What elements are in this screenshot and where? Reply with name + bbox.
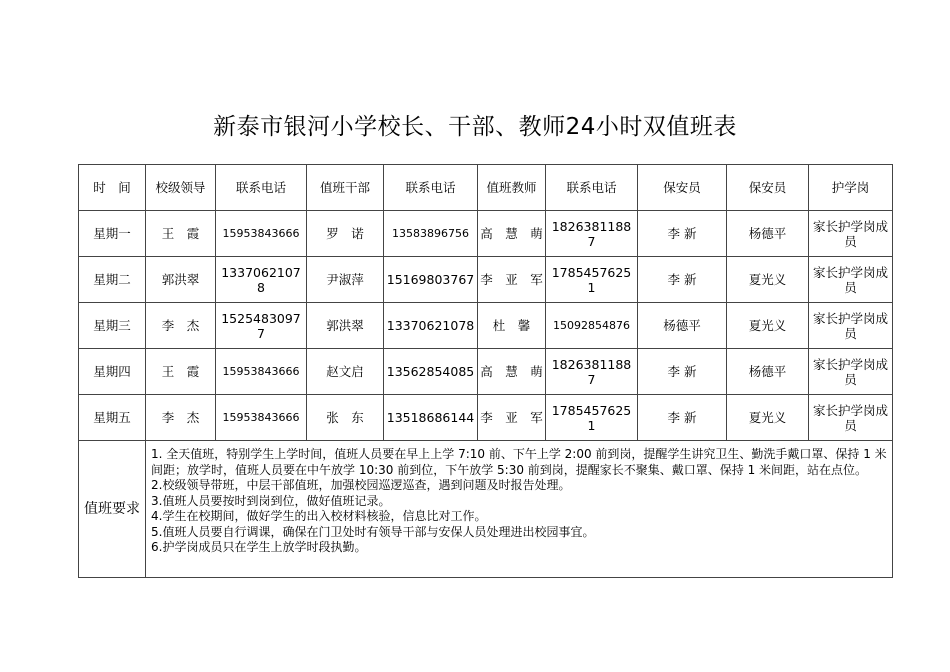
cell-phone: 13518686144 xyxy=(384,395,478,441)
cell-school-leader: 李 杰 xyxy=(146,395,216,441)
cell-security-guard: 李 新 xyxy=(638,257,727,303)
page-title: 新泰市银河小学校长、干部、教师24小时双值班表 xyxy=(213,114,737,140)
note-item: 2.校级领导带班，中层干部值班，加强校园巡逻巡查，遇到问题及时报告处理。 xyxy=(151,478,571,492)
header-duty-teacher: 值班教师 xyxy=(478,165,546,211)
cell-day: 星期五 xyxy=(79,395,146,441)
cell-phone: 15953843666 xyxy=(216,349,307,395)
cell-crossing-guard: 家长护学岗成员 xyxy=(809,211,893,257)
cell-duty-teacher: 高 慧 萌 xyxy=(478,349,546,395)
table-row xyxy=(79,349,893,395)
cell-duty-teacher: 杜 馨 xyxy=(478,303,546,349)
cell-phone: 13370621078 xyxy=(216,257,307,303)
header-security-guard: 保安员 xyxy=(727,165,809,211)
cell-day: 星期四 xyxy=(79,349,146,395)
cell-security-guard: 夏光义 xyxy=(727,395,809,441)
note-item: 4.学生在校期间，做好学生的出入校材料核验，信息比对工作。 xyxy=(151,509,487,523)
table-row xyxy=(79,303,893,349)
cell-phone: 15169803767 xyxy=(384,257,478,303)
cell-duty-teacher: 高 慧 萌 xyxy=(478,211,546,257)
cell-day: 星期一 xyxy=(79,211,146,257)
table-header-row xyxy=(79,165,893,211)
cell-day: 星期三 xyxy=(79,303,146,349)
cell-crossing-guard: 家长护学岗成员 xyxy=(809,349,893,395)
note-item: 3.值班人员要按时到岗到位，做好值班记录。 xyxy=(151,493,391,508)
duty-schedule-table xyxy=(78,164,893,578)
header-school-leader: 校级领导 xyxy=(146,165,216,211)
cell-phone: 13562854085 xyxy=(384,349,478,395)
header-phone: 联系电话 xyxy=(216,165,307,211)
cell-security-guard: 杨德平 xyxy=(638,303,727,349)
header-phone: 联系电话 xyxy=(384,165,478,211)
cell-crossing-guard: 家长护学岗成员 xyxy=(809,303,893,349)
header-crossing-guard: 护学岗 xyxy=(809,165,893,211)
cell-security-guard: 李 新 xyxy=(638,211,727,257)
cell-phone: 15254830977 xyxy=(216,303,307,349)
cell-school-leader: 王 霞 xyxy=(146,349,216,395)
table-row xyxy=(79,257,893,303)
cell-crossing-guard: 家长护学岗成员 xyxy=(809,395,893,441)
cell-school-leader: 李 杰 xyxy=(146,303,216,349)
notes-content xyxy=(146,441,893,578)
cell-duty-cadre: 尹淑萍 xyxy=(307,257,384,303)
header-duty-cadre: 值班干部 xyxy=(307,165,384,211)
note-item: 6.护学岗成员只在学生上放学时段执勤。 xyxy=(151,540,367,554)
cell-security-guard: 李 新 xyxy=(638,395,727,441)
cell-phone: 18263811887 xyxy=(546,349,638,395)
cell-school-leader: 王 霞 xyxy=(146,211,216,257)
cell-duty-cadre: 张 东 xyxy=(307,395,384,441)
cell-day: 星期二 xyxy=(79,257,146,303)
header-phone: 联系电话 xyxy=(546,165,638,211)
cell-duty-cadre: 罗 诺 xyxy=(307,211,384,257)
table-row xyxy=(79,211,893,257)
cell-duty-teacher: 李 亚 军 xyxy=(478,395,546,441)
cell-school-leader: 郭洪翠 xyxy=(146,257,216,303)
cell-duty-cadre: 郭洪翠 xyxy=(307,303,384,349)
header-time: 时 间 xyxy=(79,165,146,211)
notes-label: 值班要求 xyxy=(79,441,146,578)
cell-security-guard: 杨德平 xyxy=(727,349,809,395)
cell-phone: 17854576251 xyxy=(546,257,638,303)
cell-security-guard: 李 新 xyxy=(638,349,727,395)
note-item: 1. 全天值班，特别学生上学时间，值班人员要在早上上学 7:10 前、下午上学 2:00 前到岗，提醒学生讲究卫生、勤洗手戴口罩、保持 1 米间距；放学时，值班人员要在中午放学 10:30 前到位，下午放学 5:30 前到岗，提醒家长不聚集、戴口罩、保持 1 米间距，站在点位。 xyxy=(151,447,887,477)
cell-crossing-guard: 家长护学岗成员 xyxy=(809,257,893,303)
cell-security-guard: 夏光义 xyxy=(727,257,809,303)
cell-security-guard: 夏光义 xyxy=(727,303,809,349)
header-security-guard: 保安员 xyxy=(638,165,727,211)
cell-phone: 17854576251 xyxy=(546,395,638,441)
cell-duty-cadre: 赵文启 xyxy=(307,349,384,395)
note-item: 5.值班人员要自行调课，确保在门卫处时有领导干部与安保人员处理进出校园事宜。 xyxy=(151,524,595,539)
cell-duty-teacher: 李 亚 军 xyxy=(478,257,546,303)
cell-phone: 13583896756 xyxy=(384,211,478,257)
cell-phone: 13370621078 xyxy=(384,303,478,349)
cell-phone: 15953843666 xyxy=(216,211,307,257)
cell-phone: 18263811887 xyxy=(546,211,638,257)
cell-phone: 15953843666 xyxy=(216,395,307,441)
table-row xyxy=(79,395,893,441)
notes-row xyxy=(79,441,893,578)
cell-phone: 15092854876 xyxy=(546,303,638,349)
cell-security-guard: 杨德平 xyxy=(727,211,809,257)
